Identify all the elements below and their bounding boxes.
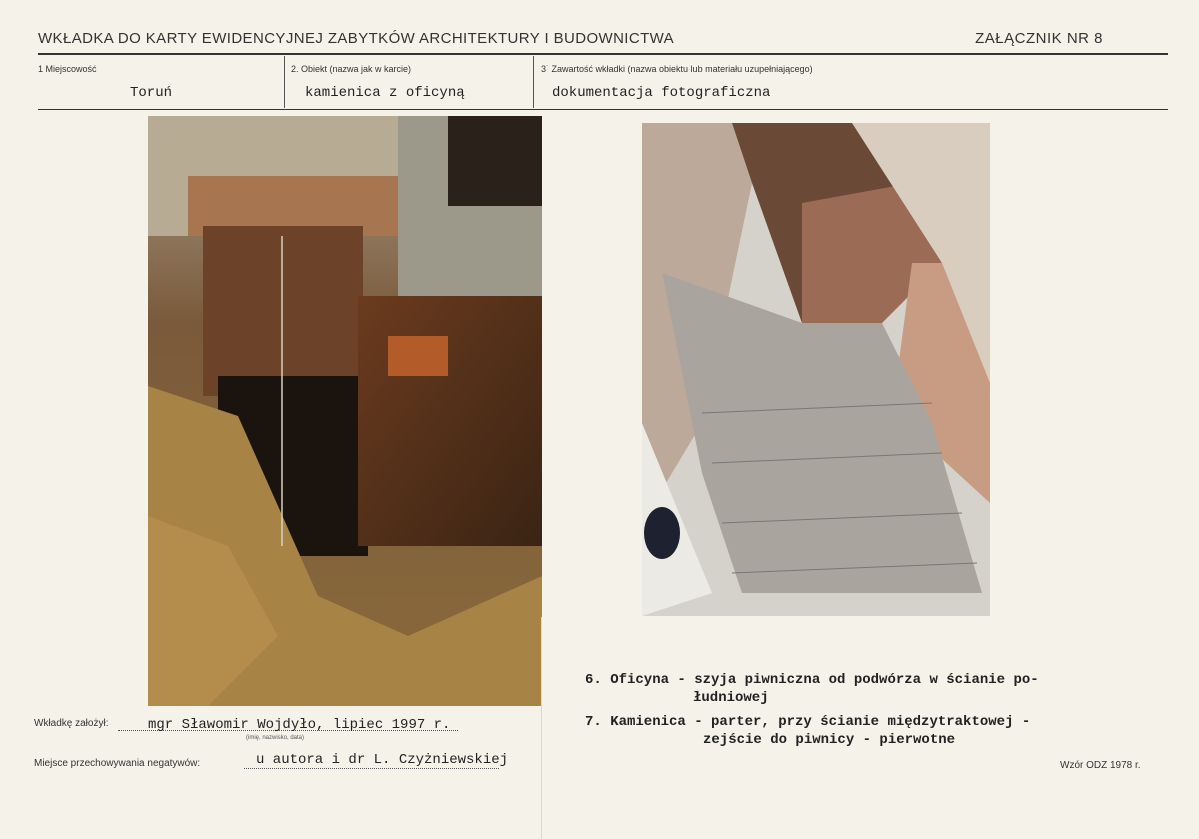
photo-7-cellar-stairs bbox=[642, 123, 990, 616]
storage-label: Miejsce przechowywania negatywów: bbox=[34, 758, 201, 769]
locality-label: 1 Miejscowość bbox=[38, 64, 97, 74]
storage-value: u autora i dr L. Czyżniewskiej bbox=[256, 752, 509, 768]
locality-value: Toruń bbox=[130, 85, 173, 101]
object-label: 2. Obiekt (nazwa jak w karcie) bbox=[291, 64, 412, 74]
author-value: mgr Sławomir Wojdyło, lipiec 1997 r. bbox=[148, 717, 451, 733]
contents-label: 3˙ Zawartość wkładki (nazwa obiektu lub materiału uzupełniającego) bbox=[541, 64, 813, 74]
photo-6-image bbox=[148, 116, 542, 706]
form-title: WKŁADKA DO KARTY EWIDENCYJNEJ ZABYTKÓW ARCHITEKTURY I BUDOWNICTWA bbox=[38, 30, 675, 47]
fold-line bbox=[541, 617, 542, 839]
fields-bottom-rule bbox=[38, 109, 1168, 110]
field-divider-2 bbox=[533, 56, 534, 108]
attachment-number: ZAŁĄCZNIK NR 8 bbox=[975, 30, 1103, 47]
caption-7-line-2: zejście do piwnicy - pierwotne bbox=[703, 732, 956, 748]
photo-7-image bbox=[642, 123, 990, 616]
caption-7-line-1: 7. Kamienica - parter, przy ścianie międzytraktowej - bbox=[585, 714, 1031, 730]
author-label: Wkładkę założył: bbox=[34, 718, 109, 729]
photo-6-cellar-shaft bbox=[148, 116, 542, 706]
caption-6-line-1: 6. Oficyna - szyja piwniczna od podwórza w ścianie po- bbox=[585, 672, 1039, 688]
contents-value: dokumentacja fotograficzna bbox=[552, 85, 771, 101]
field-divider-1 bbox=[284, 56, 285, 108]
object-value: kamienica z oficyną bbox=[305, 85, 465, 101]
caption-6-line-2: łudniowej bbox=[693, 690, 769, 706]
form-version: Wzór ODZ 1978 r. bbox=[1060, 760, 1141, 771]
header-rule bbox=[38, 53, 1168, 55]
storage-dotted-line bbox=[244, 768, 499, 769]
author-hint: (imię, nazwisko, data) bbox=[246, 735, 305, 741]
